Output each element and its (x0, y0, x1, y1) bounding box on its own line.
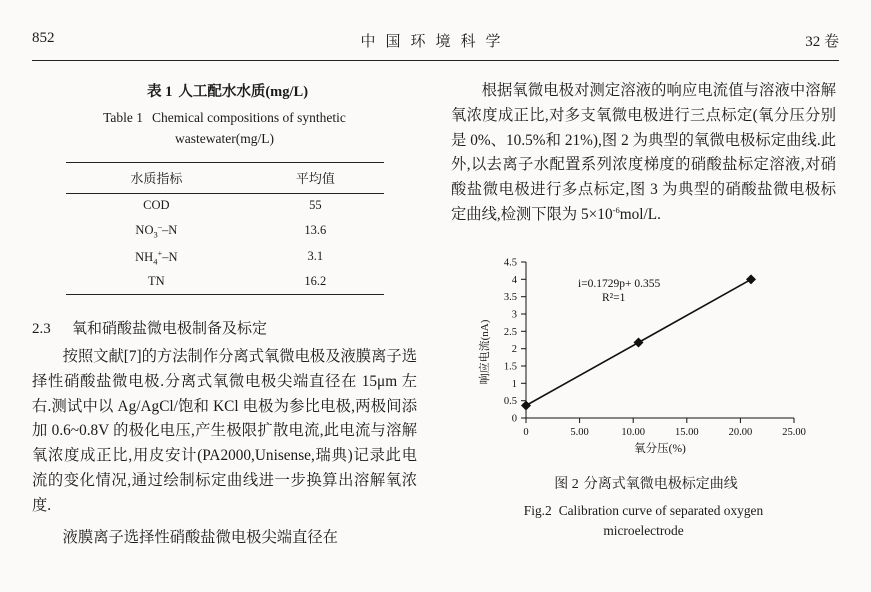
svg-text:0: 0 (522, 426, 529, 438)
water-quality-table (66, 162, 384, 295)
cell-indicator: COD (143, 197, 170, 212)
cell-indicator (66, 217, 248, 244)
svg-text:10.00: 10.00 (620, 426, 645, 438)
cell-indicator-sub: 3 (153, 229, 158, 240)
calibration-chart (474, 252, 814, 457)
table-title-en-label: Table 1 (103, 110, 144, 125)
chart-svg (474, 252, 814, 457)
running-head (32, 30, 839, 56)
paragraph-right-1-sup: -6 (612, 204, 620, 215)
svg-text:1.5: 1.5 (503, 361, 517, 373)
svg-text:4: 4 (511, 274, 517, 286)
chart-ylabel: 响应电流(nA) (478, 319, 491, 384)
table-row (66, 193, 384, 217)
chart-annotation-equation: i=0.1729p+ 0.355 (577, 277, 660, 290)
table-title-en-line1: Chemical compositions of synthetic (152, 110, 346, 125)
cell-indicator (66, 244, 248, 271)
figure-caption-en-label: Fig.2 (523, 502, 552, 518)
table-title-cn-label: 表 1 (146, 84, 173, 100)
svg-text:0: 0 (511, 413, 517, 425)
chart-annotations (578, 278, 661, 304)
folio-right: 32 卷 (805, 34, 839, 50)
chart-y-ticks (503, 257, 525, 424)
section-number: 2.3 (32, 321, 51, 338)
paragraph-right-1 (451, 79, 836, 228)
header-rule (32, 60, 839, 61)
table-header-row (66, 162, 384, 193)
figure-caption-cn (451, 473, 836, 493)
table-col-average: 平均值 (247, 162, 383, 193)
cell-indicator-sup: + (157, 247, 163, 258)
chart-xlabel: 氧分压(%) (633, 442, 686, 455)
table-row (66, 217, 384, 244)
svg-text:15.00: 15.00 (674, 426, 699, 438)
table-row (66, 244, 384, 271)
cell-indicator-sup: – (157, 220, 162, 231)
paragraph-2: 液膜离子选择性硝酸盐微电极尖端直径在 (62, 528, 338, 546)
body-columns (32, 72, 839, 586)
folio-left: 852 (32, 30, 55, 46)
table-col-indicator: 水质指标 (66, 162, 248, 193)
cell-indicator-base: NO (135, 223, 154, 237)
svg-text:3.5: 3.5 (503, 291, 517, 303)
figure-block (451, 252, 836, 543)
svg-text:2.5: 2.5 (503, 326, 517, 338)
section-heading (32, 317, 417, 338)
paragraph-1: 按照文献[7]的方法制作分离式氧微电极及液膜离子选择性硝酸盐微电极.分离式氧微电极尖端直径在 15μm 左右.测试中以 Ag/AgCl/饱和 KCl 电极为参比电极,两极间添加 0.6~0.8V 的极化电压,产生极限扩散电流,此电流与溶解氧浓度成正比,用皮安计(PA2000,Unisense,瑞典)记录此电流的变化情况,通过绘制标定曲线进一步换算出溶解氧浓度. (32, 348, 417, 514)
svg-text:4.5: 4.5 (503, 257, 517, 269)
figure-caption-en-line1: Calibration curve of separated oxygen (558, 502, 764, 518)
figure-caption-en-line2: microelectrode (603, 523, 684, 539)
cell-indicator-tail: –N (161, 223, 178, 237)
svg-text:3: 3 (511, 309, 517, 321)
table-title-en (32, 108, 417, 150)
cell-indicator: TN (66, 270, 248, 295)
figure-caption-cn-label: 图 2 (554, 476, 579, 492)
svg-text:20.00: 20.00 (728, 426, 752, 438)
svg-text:5.00: 5.00 (569, 426, 589, 438)
chart-x-ticks (523, 418, 805, 438)
figure-caption-en (451, 501, 836, 543)
figure-caption-cn-text: 分离式氧微电极标定曲线 (583, 476, 738, 492)
cell-value: 13.6 (304, 222, 327, 237)
cell-value: 55 (309, 197, 322, 212)
left-column (32, 72, 417, 586)
table-title-en-line2: wastewater(mg/L) (175, 130, 274, 146)
section-title: 氧和硝酸盐微电极制备及标定 (72, 321, 268, 338)
cell-indicator-sub: 4 (153, 256, 158, 267)
table-row (66, 270, 384, 295)
cell-indicator-tail: –N (162, 249, 178, 264)
svg-text:0.5: 0.5 (503, 395, 517, 407)
paragraph-right-1-text: 根据氧微电极对测定溶液的响应电流值与溶液中溶解氧浓度成正比,对多支氧微电极进行三点标定(氧分压分别是 0%、10.5%和 21%),图 2 为典型的氧微电极标定曲线.此外,以去离子水配置系列浓度梯度的硝酸盐标定溶液,对硝酸盐微电极进行多点标定,图 3 为典型的硝酸盐微电极标定曲线,检测下限为 5×10 (451, 82, 836, 223)
paragraph-right-1-tail: mol/L. (619, 205, 661, 223)
table-title-cn-text: 人工配水水质(mg/L) (178, 84, 309, 100)
svg-text:2: 2 (511, 343, 517, 355)
cell-value: 16.2 (247, 270, 383, 295)
svg-text:1: 1 (511, 378, 517, 390)
svg-text:25.00: 25.00 (781, 426, 806, 438)
cell-value: 3.1 (307, 249, 324, 264)
table-title-cn (32, 80, 417, 101)
journal-title: 中国环境科学 (360, 34, 511, 50)
right-column (451, 72, 836, 586)
cell-indicator-base: NH (135, 249, 154, 264)
chart-annotation-r2: R²=1 (601, 291, 625, 304)
chart-series-markers (521, 274, 756, 410)
